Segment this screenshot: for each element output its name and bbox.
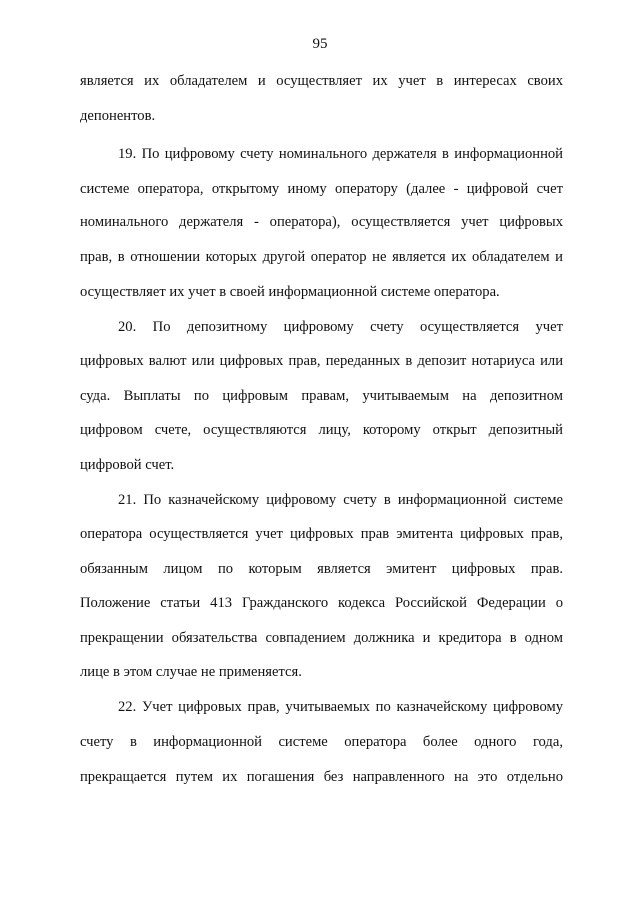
text-line: прекращается путем их погашения без направленного на это отдельно bbox=[80, 769, 563, 785]
text-line: осуществляет их учет в своей информационной системе оператора. bbox=[80, 284, 500, 300]
text-line: 22. Учет цифровых прав, учитываемых по казначейскому цифровому bbox=[118, 699, 563, 715]
text-line: прекращении обязательства совпадением должника и кредитора в одном bbox=[80, 630, 563, 646]
page-number: 95 bbox=[312, 36, 328, 52]
text-line: суда. Выплаты по цифровым правам, учитываемым на депозитном bbox=[80, 388, 563, 404]
text-line: 21. По казначейскому цифровому счету в информационной системе bbox=[118, 492, 563, 508]
text-line: номинального держателя - оператора), осуществляется учет цифровых bbox=[80, 214, 563, 230]
text-line: цифровых валют или цифровых прав, переданных в депозит нотариуса или bbox=[80, 353, 563, 369]
text-line: прав, в отношении которых другой оператор не является их обладателем и bbox=[80, 249, 563, 265]
text-line: цифровом счете, осуществляются лицу, которому открыт депозитный bbox=[80, 422, 563, 438]
text-line: лице в этом случае не применяется. bbox=[80, 664, 302, 680]
text-line: счету в информационной системе оператора более одного года, bbox=[80, 734, 563, 750]
text-line: 20. По депозитному цифровому счету осуществляется учет bbox=[118, 319, 563, 335]
text-line: цифровой счет. bbox=[80, 457, 175, 473]
text-line: является их обладателем и осуществляет их учет в интересах своих bbox=[80, 73, 563, 89]
text-line: 19. По цифровому счету номинального держателя в информационной bbox=[118, 146, 563, 162]
text-line: оператора осуществляется учет цифровых прав эмитента цифровых прав, bbox=[80, 526, 563, 542]
text-line: системе оператора, открытому иному оператору (далее - цифровой счет bbox=[80, 181, 563, 197]
text-line: Положение статьи 413 Гражданского кодекса Российской Федерации о bbox=[80, 595, 563, 611]
text-line: депонентов. bbox=[80, 108, 156, 124]
text-line: обязанным лицом по которым является эмитент цифровых прав. bbox=[80, 561, 563, 577]
